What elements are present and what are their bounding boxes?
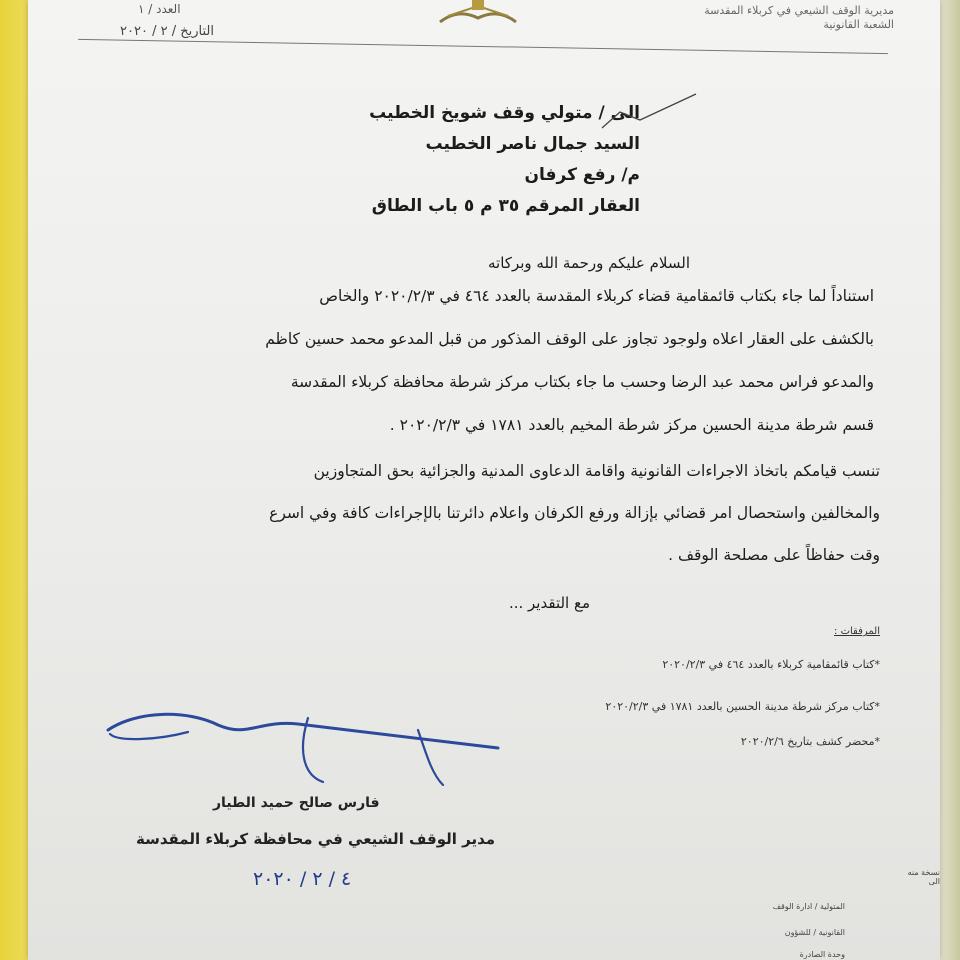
attachments-title: المرفقات : (834, 626, 880, 637)
addressee-recipient: الى / متولي وقف شويخ الخطيب (369, 103, 640, 123)
body-paragraph-line: والمخالفين واستحصال امر قضائي بإزالة ورفع الكرفان واعلام دائرتنا بالإجراءات كافة وفي اسرع (269, 504, 880, 522)
body-paragraph-line: بالكشف على العقار اعلاه ولوجود تجاوز على الوقف المذكور من قبل المدعو محمد حسين كاظم (265, 330, 874, 348)
signer-title: مدير الوقف الشيعي في محافظة كربلاء المقدسة (136, 830, 496, 848)
organization-header (634, 4, 894, 32)
handwritten-signature (98, 690, 518, 790)
reference-date: التاريخ / ٢ / ٢٠٢٠ (120, 24, 214, 39)
emblem-logo (428, 0, 528, 26)
document-page (28, 0, 940, 960)
body-paragraph-line: قسم شرطة مدينة الحسين مركز شرطة المخيم بالعدد ١٧٨١ في ٢٠٢٠/٢/٣ . (389, 416, 874, 434)
reference-number: العدد / ١ (138, 2, 181, 16)
attachment-item: *محضر كشف بتاريخ ٢٠٢٠/٢/٦ (740, 735, 880, 748)
org-section: الشعبة القانونية (823, 18, 894, 31)
subject-line: م/ رفع كرفان (524, 165, 640, 185)
body-paragraph-line: وقت حفاظاً على مصلحة الوقف . (668, 546, 880, 564)
closing-remark: مع التقدير ... (508, 594, 590, 612)
cc-item: وحدة الصادرة (799, 950, 845, 959)
body-paragraph-line: والمدعو فراس محمد عبد الرضا وحسب ما جاء بكتاب مركز شرطة محافظة كربلاء المقدسة (290, 373, 874, 391)
addressee-block (240, 98, 640, 222)
body-paragraph-line: استناداً لما جاء بكتاب قائمقامية قضاء كربلاء المقدسة بالعدد ٤٦٤ في ٢٠٢٠/٢/٣ والخاص (319, 287, 874, 305)
signature-date: ٤ / ٢ / ٢٠٢٠ (253, 868, 352, 890)
greeting: السلام عليكم ورحمة الله وبركاته (488, 254, 690, 272)
addressee-person: السيد جمال ناصر الخطيب (425, 134, 640, 154)
pen-stroke-mark (600, 92, 700, 132)
attachment-item: *كتاب مركز شرطة مدينة الحسين بالعدد ١٧٨١ في ٢٠٢٠/٢/٣ (605, 700, 880, 713)
body-paragraph-line: تنسب قيامكم باتخاذ الاجراءات القانونية واقامة الدعاوى المدنية والجزائية بحق المتجاوزين (313, 462, 880, 480)
attachment-item: *كتاب قائمقامية كربلاء بالعدد ٤٦٤ في ٢٠٢٠/٢/٣ (662, 658, 880, 671)
header-divider (78, 39, 888, 54)
cc-title: نسخة منه الى (907, 868, 940, 886)
org-name: مديرية الوقف الشيعي في كربلاء المقدسة (704, 4, 894, 17)
cc-item: القانونية / للشؤون (784, 928, 845, 937)
cc-item: المتولية / ادارة الوقف (772, 902, 845, 911)
signer-name: فارس صالح حميد الطيار (213, 795, 380, 811)
property-line: العقار المرقم ٣٥ م ٥ باب الطاق (371, 196, 640, 216)
